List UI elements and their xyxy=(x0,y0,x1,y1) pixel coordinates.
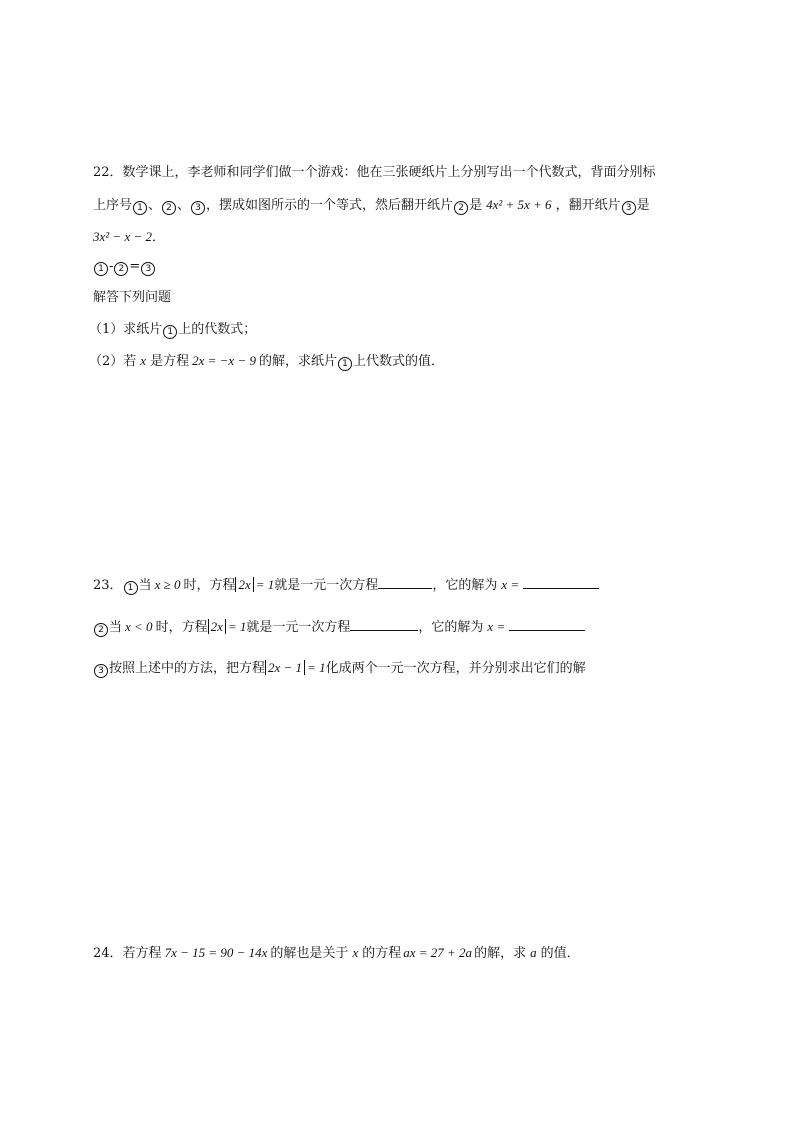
separator: 、 xyxy=(148,198,162,213)
q23-text: 时，方程 xyxy=(155,620,208,635)
answer-blank[interactable] xyxy=(509,616,585,631)
circled-1-icon: 1 xyxy=(133,201,147,215)
absolute-value: 2x xyxy=(208,619,226,634)
absolute-value: 2x − 1 xyxy=(265,660,305,675)
variable-x: x xyxy=(352,945,359,960)
q24-text: 若方程 xyxy=(122,946,162,961)
circled-3-icon: 3 xyxy=(191,201,205,215)
q22-text: ，翻开纸片 xyxy=(555,198,621,213)
q22-line-3 xyxy=(93,228,165,247)
minus-sign: - xyxy=(109,259,114,274)
q23-line-2 xyxy=(93,616,585,637)
q22-text: 是 xyxy=(636,198,650,213)
expression-card-2: 4x² + 5x + 6 xyxy=(486,197,552,212)
equation-rhs: = 1 xyxy=(227,619,247,634)
circled-3-icon: 3 xyxy=(94,664,108,678)
circled-1-icon: 1 xyxy=(124,581,138,595)
q22-text: 是 xyxy=(469,198,483,213)
q23-text: ，它的解为 xyxy=(432,578,498,593)
q22-instruction xyxy=(93,289,171,307)
q22-text: 上代数式的值． xyxy=(352,354,444,369)
q23-text: 就是一元一次方程 xyxy=(274,578,379,593)
equation-2: ax = 27 + 2a xyxy=(403,945,473,960)
q22-text: 若 xyxy=(123,354,137,369)
part-number: （2） xyxy=(89,354,124,369)
solution-label: x = xyxy=(501,577,520,592)
q23-number: 23． xyxy=(93,578,123,593)
q22-number: 22． xyxy=(93,165,123,180)
q22-text: ，摆成如图所示的一个等式，然后翻开纸片 xyxy=(206,198,454,213)
q22-line-1 xyxy=(93,164,656,182)
equals-sign: = xyxy=(129,259,141,274)
circled-2-icon: 2 xyxy=(454,201,468,215)
q23-line-1 xyxy=(93,574,599,595)
q23-line-3 xyxy=(93,659,586,678)
q24-text: 的值． xyxy=(540,946,580,961)
q24-line-1 xyxy=(93,944,580,963)
q22-text: 数学课上，李老师和同学们做一个游戏：他在三张硬纸片上分别写出一个代数式，背面分别标 xyxy=(122,165,656,180)
q22-equation xyxy=(93,258,156,276)
q22-line-2 xyxy=(93,196,650,215)
solution-label: x = xyxy=(487,619,506,634)
q22-text: 上的代数式； xyxy=(178,322,257,337)
circled-1-icon: 1 xyxy=(338,357,352,371)
variable-x: x xyxy=(140,353,147,368)
equation-rhs: = 1 xyxy=(255,577,275,592)
expression-card-3: 3x² − x − 2 xyxy=(93,229,152,244)
circled-2-icon: 2 xyxy=(94,623,108,637)
equation-1: 7x − 15 = 90 − 14x xyxy=(164,945,268,960)
q23-text: ，它的解为 xyxy=(418,620,484,635)
variable-a: a xyxy=(530,945,537,960)
q24-text: 的解也是关于 xyxy=(270,946,349,961)
answer-blank[interactable] xyxy=(350,616,418,631)
circled-1-icon: 1 xyxy=(94,262,108,276)
circled-2-icon: 2 xyxy=(114,262,128,276)
q24-text: 的方程 xyxy=(362,946,402,961)
part-number: （1） xyxy=(89,322,124,337)
q23-text: 当 xyxy=(138,578,152,593)
q22-text: 求纸片 xyxy=(123,322,163,337)
q22-solve-label: 解答下列问题 xyxy=(93,290,172,305)
q22-part-1 xyxy=(89,321,256,339)
condition: x ≥ 0 xyxy=(154,577,181,592)
circled-3-icon: 3 xyxy=(141,262,155,276)
absolute-value: 2x xyxy=(235,577,253,592)
circled-2-icon: 2 xyxy=(162,201,176,215)
circled-1-icon: 1 xyxy=(163,325,177,339)
q22-text: 的解，求纸片 xyxy=(258,354,337,369)
separator: 、 xyxy=(177,198,191,213)
q23-text: 当 xyxy=(109,620,123,635)
q23-text: 时，方程 xyxy=(183,578,236,593)
q24-number: 24． xyxy=(93,946,123,961)
circled-3-icon: 3 xyxy=(622,201,636,215)
equation-rhs: = 1 xyxy=(307,660,326,675)
answer-blank[interactable] xyxy=(523,574,599,589)
equation: 2x = −x − 9 xyxy=(192,353,256,368)
q23-text: 化成两个一元一次方程，并分别求出它们的解 xyxy=(325,661,586,676)
q23-text: 按照上述中的方法，把方程 xyxy=(109,661,266,676)
q22-part-2 xyxy=(89,352,444,371)
condition: x < 0 xyxy=(125,619,153,634)
q24-text: 的解，求 xyxy=(474,946,527,961)
q22-text: 上序号 xyxy=(93,198,133,213)
q23-text: 就是一元一次方程 xyxy=(246,620,351,635)
q22-text: 是方程 xyxy=(150,354,190,369)
period: ． xyxy=(151,230,165,245)
answer-blank[interactable] xyxy=(378,574,432,589)
